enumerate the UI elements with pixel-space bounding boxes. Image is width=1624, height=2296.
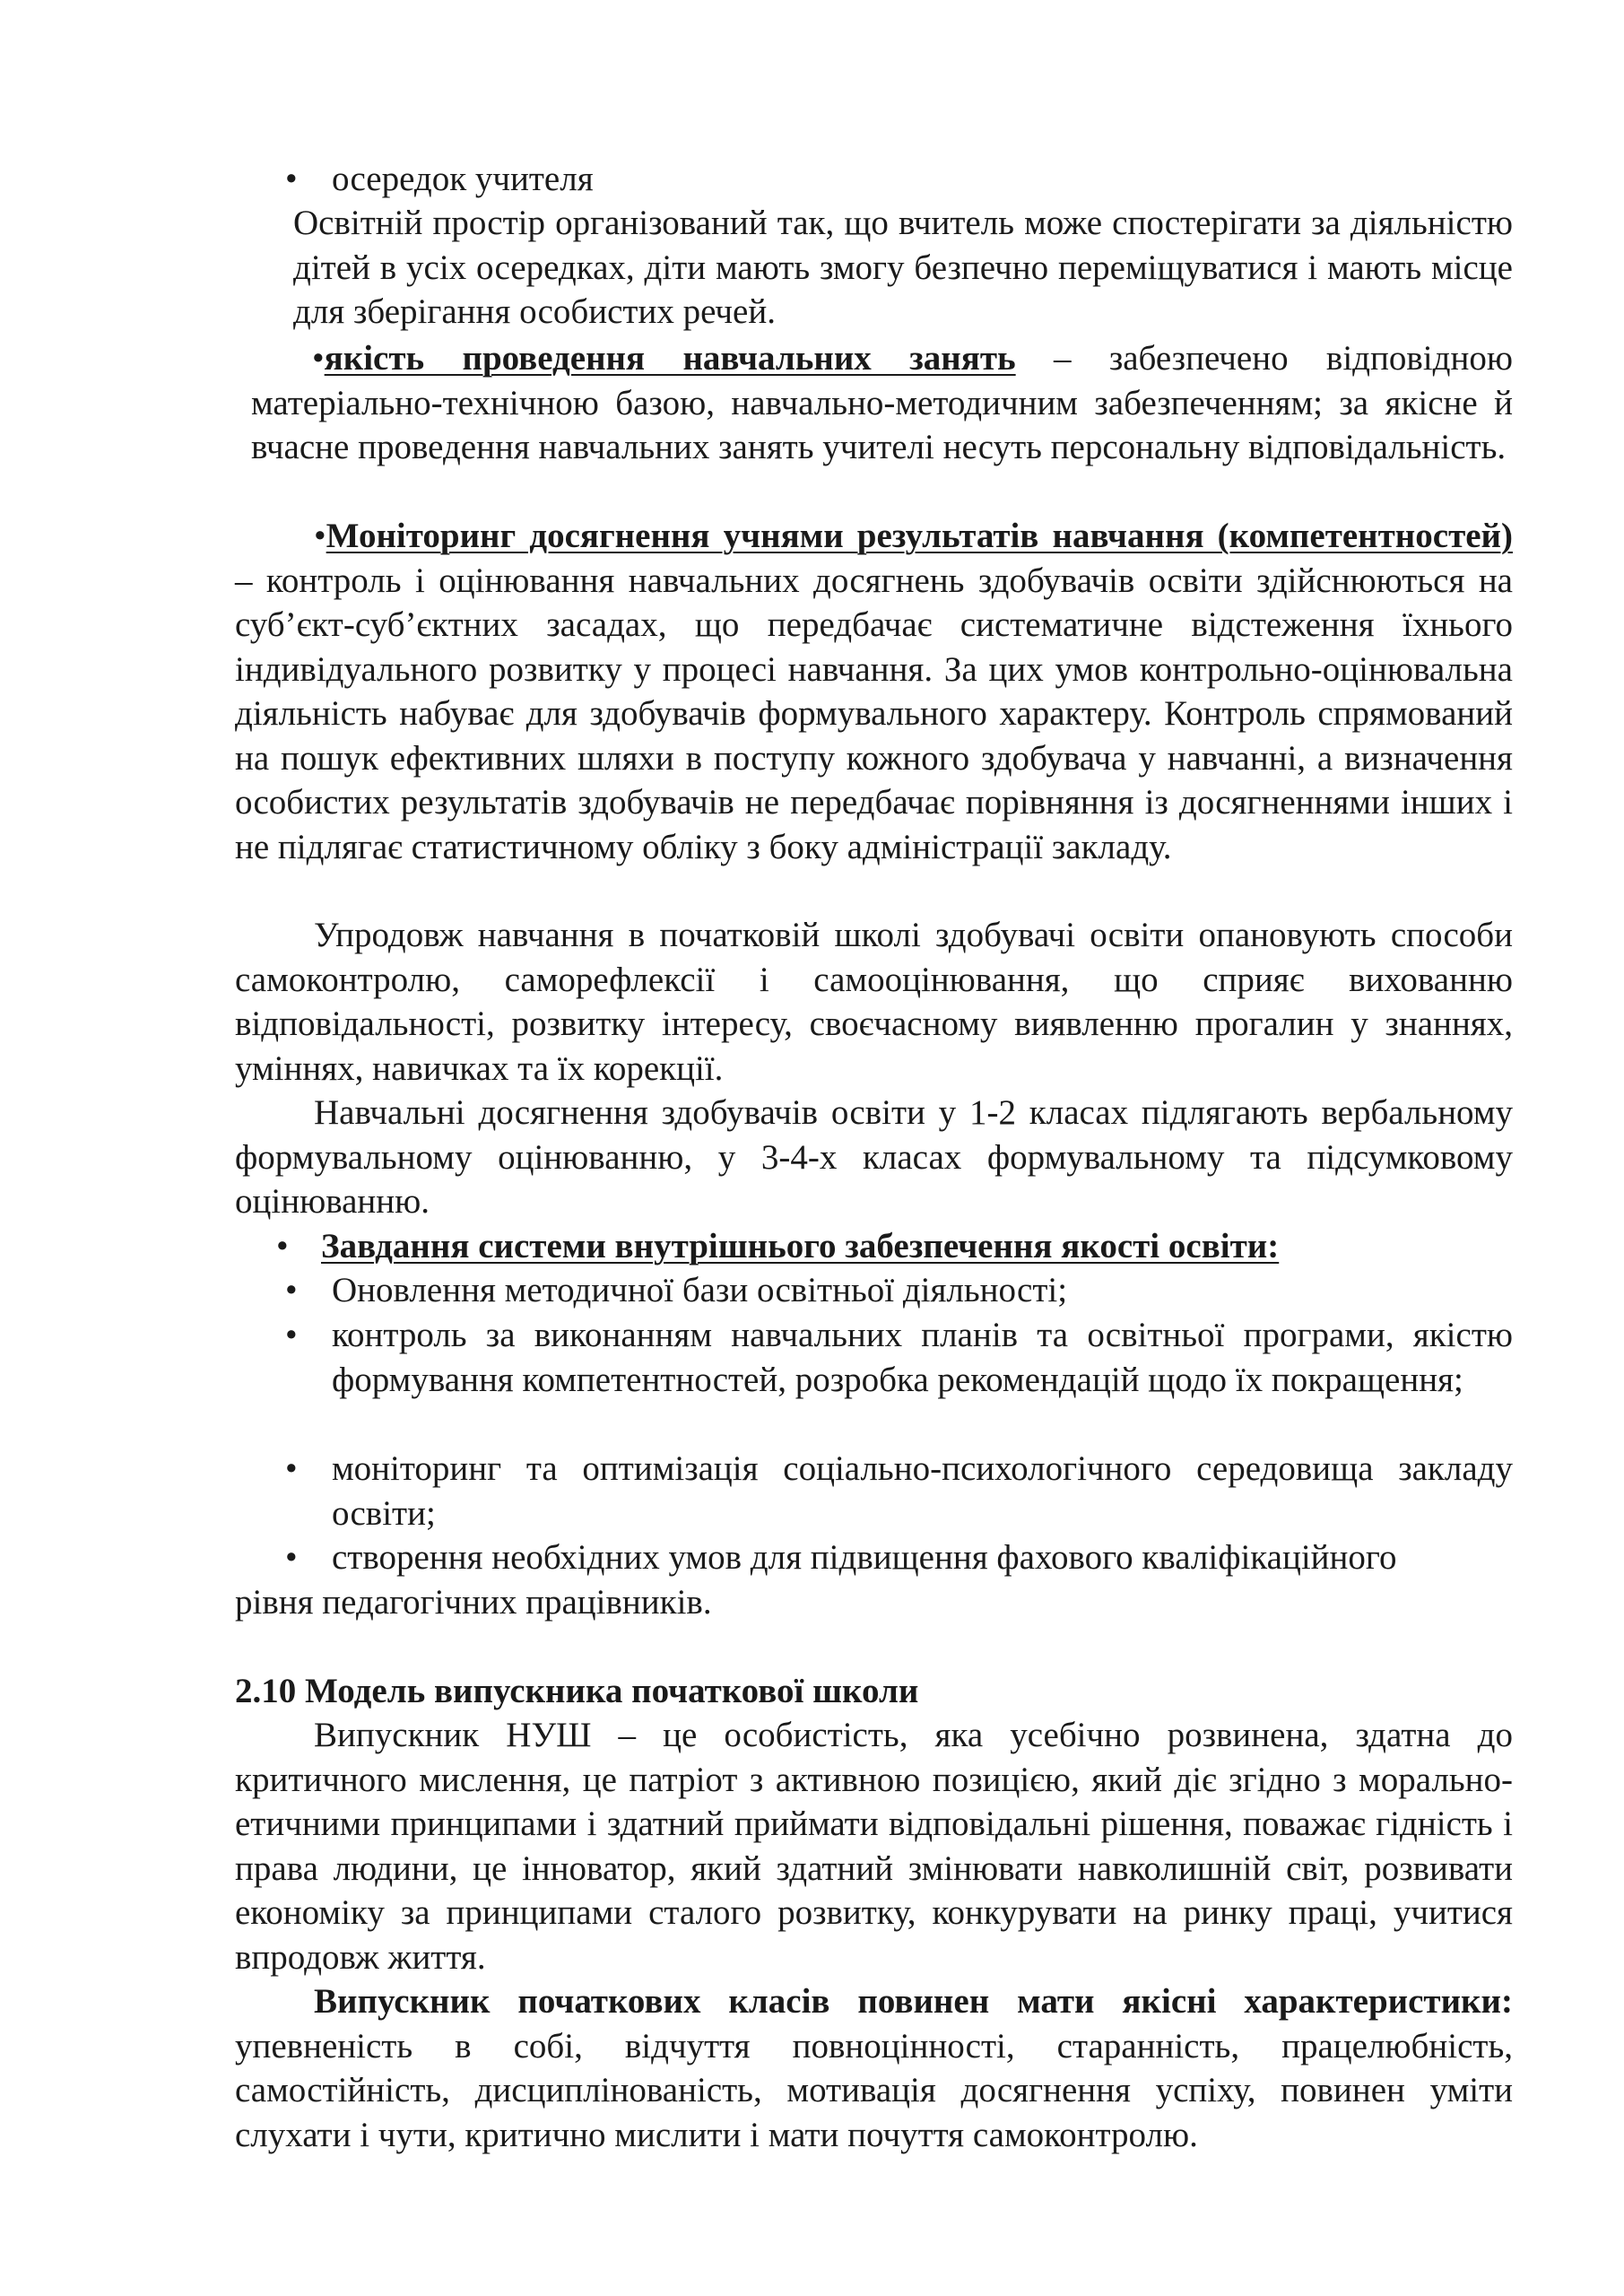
bullet-icon: • xyxy=(276,1227,289,1265)
bullet-icon: • xyxy=(314,517,326,555)
lesson-quality-heading: якість проведення навчальних занять xyxy=(324,339,1016,378)
bullet-item-teacher-center: осередок учителя xyxy=(332,160,594,198)
bullet-icon: • xyxy=(285,1538,298,1577)
tasks-heading: Завдання системи внутрішнього забезпечення якості освіти: xyxy=(321,1227,1280,1265)
bullet-icon: • xyxy=(285,1449,298,1488)
bullet-icon: • xyxy=(312,339,325,378)
lesson-quality-text: – забезпечено відповідною матеріально-технічною базою, навчально-методичним забезпеченням; за якісне й вчасне проведення навчальних занять учителі несуть персональну відповідальність. xyxy=(251,339,1513,466)
section-title: 2.10 Модель випускника початкової школи xyxy=(235,1672,919,1710)
paragraph-graduate-traits xyxy=(235,1979,1513,2157)
paragraph-space: Освітній простір організований так, що вчитель може спостерігати за діяльністю дітей в усіх осередках, діти мають змогу безпечно переміщуватися і мають місце для зберігання особистих речей. xyxy=(293,204,1513,331)
graduate-traits-heading: Випускник початкових класів повинен мати якісні характеристики: xyxy=(314,1982,1513,2021)
paragraph-self-control: Упродовж навчання в початковій школі здобувачі освіти опановують способи самоконтролю, саморефлексії і самооцінювання, що сприяє вихованню відповідальності, розвитку інтересу, своєчасному виявленню прогалин у знаннях, уміннях, навичках та їх корекції. xyxy=(235,916,1513,1088)
graduate-traits-text: упевненість в собі, відчуття повноцінності, старанність, працелюбність, самостійність, дисциплінованість, мотивація досягнення успіху, повинен уміти слухати і чути, критично мислити і мати почуття самоконтролю. xyxy=(235,2026,1513,2154)
task-item: контроль за виконанням навчальних планів та освітньої програми, якістю формування компетентностей, розробка рекомендацій щодо їх покращення; xyxy=(332,1316,1513,1399)
bullet-icon: • xyxy=(285,160,298,198)
task-item: створення необхідних умов для підвищення фахового кваліфікаційного xyxy=(332,1538,1397,1577)
task-item: Оновлення методичної бази освітньої діяльності; xyxy=(332,1271,1068,1309)
paragraph-graduate: Випускник НУШ – це особистість, яка усебічно розвинена, здатна до критичного мислення, це патріот з активною позицією, який діє згідно з морально-етичними принципами і здатний приймати відповідальні рішення, поважає гідність і права людини, це інноватор, який здатний змінювати навколишній світ, розвивати економіку за принципами сталого розвитку, конкурувати на ринку праці, учитися впродовж життя. xyxy=(235,1716,1513,1977)
task-item-continuation: рівня педагогічних працівників. xyxy=(235,1583,712,1622)
task-item: моніторинг та оптимізація соціально-психологічного середовища закладу освіти; xyxy=(332,1449,1513,1533)
monitoring-text: – контроль і оцінювання навчальних досягнень здобувачів освіти здійснюються на суб’єкт-суб’єктних засадах, що передбачає систематичне відстеження їхнього індивідуального розвитку у процесі навчання. За цих умов контрольно-оцінювальна діяльність набуває для здобувачів формувального характеру. Контроль спрямований на пошук ефективних шляхи в поступу кожного здобувача у навчанні, а визначення особистих результатів здобувачів не передбачає порівняння із досягненнями інших і не підлягає статистичному обліку з боку адміністрації закладу. xyxy=(235,561,1513,866)
bullet-icon: • xyxy=(285,1316,298,1354)
monitoring-heading: Моніторинг досягнення учнями результатів навчання (компетентностей) xyxy=(326,517,1513,555)
paragraph-lesson-quality xyxy=(251,336,1513,470)
paragraph-assessment: Навчальні досягнення здобувачів освіти у 1-2 класах підлягають вербальному формувальному оцінюванню, у 3-4-х класах формувальному та підсумковому оцінюванню. xyxy=(235,1093,1513,1221)
paragraph-monitoring xyxy=(235,514,1513,869)
bullet-icon: • xyxy=(285,1271,298,1309)
